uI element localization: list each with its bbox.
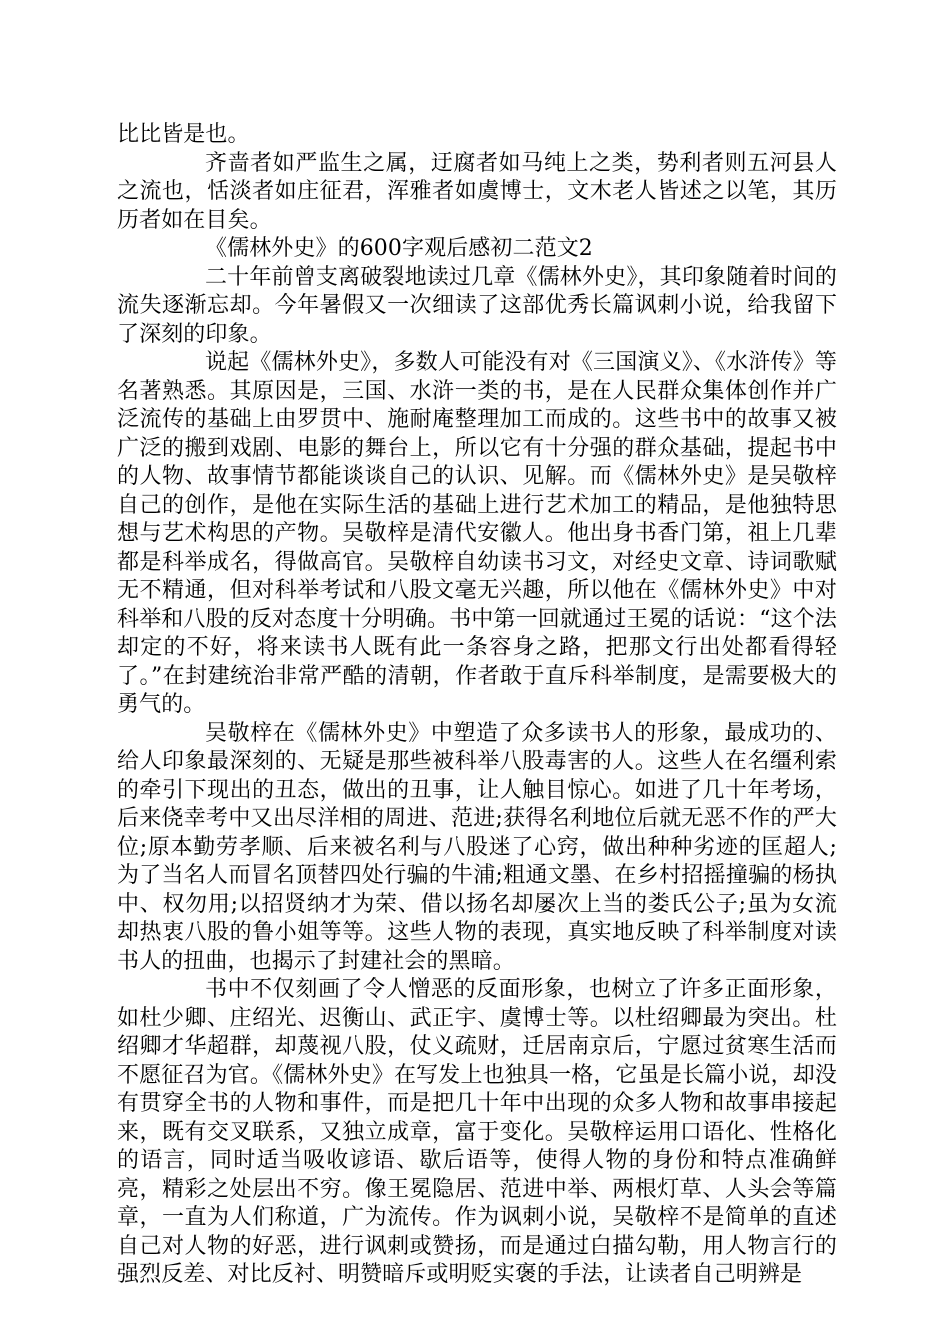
- essay-heading: 《儒林外史》的600字观后感初二范文2: [205, 236, 593, 261]
- paragraph-character-types: 齐啬者如严监生之属，迂腐者如马纯上之类，势利者则五河县人之流也，恬淡者如庄征君，浑雅者如虞博士，文木老人皆述之以笔，其历历者如在目矣。: [117, 150, 837, 233]
- document-body: [117, 121, 837, 1290]
- paragraph-continuation: 比比皆是也。: [117, 122, 250, 147]
- paragraph-intro: 二十年前曾支离破裂地读过几章《儒林外史》，其印象随着时间的流失逐渐忘却。今年暑假又一次细读了这部优秀长篇讽刺小说，给我留下了深刻的印象。: [117, 264, 837, 347]
- paragraph-positive-characters: 书中不仅刻画了令人憎恶的反面形象，也树立了许多正面形象，如杜少卿、庄绍光、迟衡山、武正宇、虞博士等。以杜绍卿最为突出。杜绍卿才华超群，却蔑视八股，仗义疏财，迁居南京后，宁愿过贫寒生活而不愿征召为官。《儒林外史》在写发上也独具一格，它虽是长篇小说，却没有贯穿全书的人物和事件，而是把几十年中出现的众多人物和故事串接起来，既有交叉联系，又独立成章，富于变化。吴敬梓运用口语化、性格化的语言，同时适当吸收谚语、歇后语等，使得人物的身份和特点准确鲜亮，精彩之处层出不穷。像王冕隐居、范进中举、两根灯草、人头会等篇章，一直为人们称道，广为流传。作为讽刺小说，吴敬梓不是简单的直述自己对人物的好恶，进行讽刺或赞扬，而是通过白描勾勒，用人物言行的强烈反差、对比反衬、明赞暗斥或明贬实褒的手法，让读者自己明辨是: [117, 977, 837, 1287]
- paragraph-background: 说起《儒林外史》，多数人可能没有对《三国演义》、《水浒传》等名著熟悉。其原因是，三国、水浒一类的书，是在人民群众集体创作并广泛流传的基础上由罗贯中、施耐庵整理加工而成的。这些书中的故事又被广泛的搬到戏剧、电影的舞台上，所以它有十分强的群众基础，提起书中的人物、故事情节都能谈谈自己的认识、见解。而《儒林外史》是吴敬梓自己的创作，是他在实际生活的基础上进行艺术加工的精品，是他独特思想与艺术构思的产物。吴敬梓是清代安徽人。他出身书香门第，祖上几辈都是科举成名，得做高官。吴敬梓自幼读书习文，对经史文章、诗词歌赋无不精通，但对科举考试和八股文毫无兴趣，所以他在《儒林外史》中对科举和八股的反对态度十分明确。书中第一回就通过王冕的话说：“这个法却定的不好，将来读书人既有此一条容身之路，把那文行出处都看得轻了。”在封建统治非常严酷的清朝，作者敢于直斥科举制度，是需要极大的勇气的。: [117, 350, 837, 717]
- paragraph-negative-characters: 吴敬梓在《儒林外史》中塑造了众多读书人的形象，最成功的、给人印象最深刻的、无疑是那些被科举八股毒害的人。这些人在名缰利索的牵引下现出的丑态，做出的丑事，让人触目惊心。如进了几十年考场，后来侥幸考中又出尽洋相的周进、范进;获得名利地位后就无恶不作的严大位;原本勤劳孝顺、后来被名利与八股迷了心窍，做出种种劣迹的匡超人;为了当名人而冒名顶替四处行骗的牛浦;粗通文墨、在乡村招摇撞骗的杨执中、权勿用;以招贤纳才为荣、借以扬名却屡次上当的娄氏公子;虽为女流却热衷八股的鲁小姐等等。这些人物的表现，真实地反映了科举制度对读书人的扭曲，也揭示了封建社会的黑暗。: [117, 720, 837, 974]
